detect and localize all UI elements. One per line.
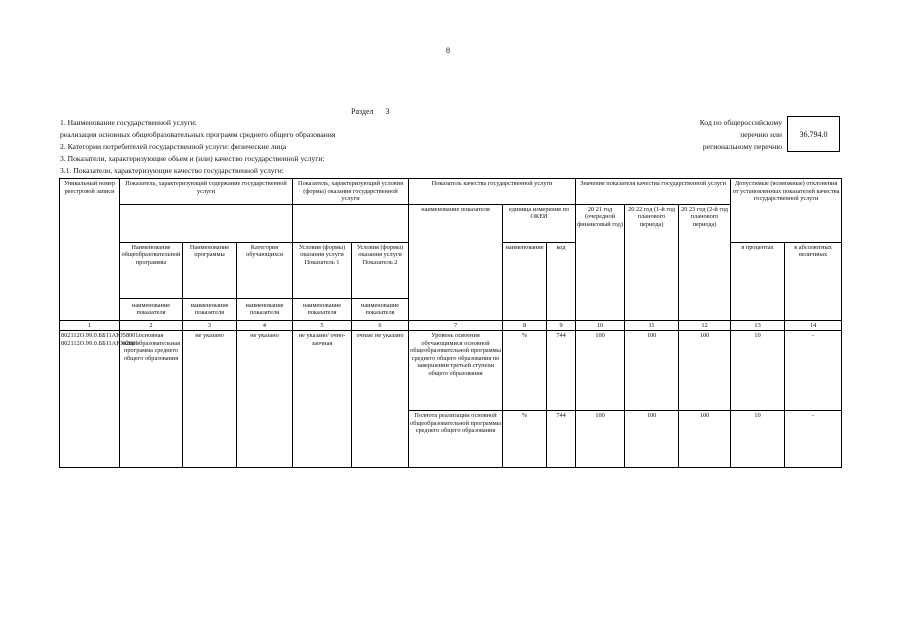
- quality-1-deviation-percent: 10: [731, 331, 785, 411]
- quality-1-name: Уровень освоения обучающимися основной общеобразовательной программы среднего общего образования по завершении третьей ступени общего образования: [409, 331, 503, 411]
- header-category: Категория обучающихся: [237, 242, 293, 298]
- column-number: 11: [625, 320, 679, 331]
- condition-2-value: очная/ не указано: [352, 331, 409, 468]
- condition-1-value: не указано/ очно-заочная: [293, 331, 352, 468]
- header-year-1: 20 21 год (очередной финансовый год): [576, 204, 625, 320]
- column-number: 9: [547, 320, 576, 331]
- indicator-name-2: наименование показателя: [183, 298, 237, 320]
- header-unit-name: наименование: [503, 242, 547, 320]
- category-value: не указано: [237, 331, 293, 468]
- header-condition-1: Условия (формы) оказания услуги Показатель 1: [293, 242, 352, 298]
- indicators-heading: 3. Показатели, характеризующие объем и (или) качество государственной услуги:: [60, 154, 325, 163]
- quality-2-name: Полнота реализации основной общеобразовательной программы среднего общего образования: [409, 411, 503, 468]
- quality-1-year-1: 100: [576, 331, 625, 411]
- registry-number: 802112О.99.0.ББ11АЮ58001/ 802112О.99.0.ББ11АЮ62001: [60, 331, 120, 468]
- column-number: 6: [352, 320, 409, 331]
- quality-2-year-3: 100: [679, 411, 731, 468]
- indicator-name-5: наименование показателя: [352, 298, 409, 320]
- indicator-name-3: наименование показателя: [237, 298, 293, 320]
- program-value: основная общеобразовательная программа среднего общего образования: [120, 331, 183, 468]
- header-content-indicator: Показатель, характеризующий содержание государственной услуги: [120, 179, 293, 205]
- column-number: 10: [576, 320, 625, 331]
- header-program: Наименование общеобразовательной программы: [120, 242, 183, 298]
- quality-1-year-3: 100: [679, 331, 731, 411]
- header-quality-value: Значение показателя качества государственной услуги: [576, 179, 731, 205]
- header-quality-indicator: Показатель качества государственной услуги: [409, 179, 576, 205]
- column-number: 2: [120, 320, 183, 331]
- page-number: 8: [446, 46, 450, 55]
- quality-indicators-heading: 3.1. Показатели, характеризующие качество государственной услуги:: [60, 166, 284, 175]
- quality-2-unit: %: [503, 411, 547, 468]
- code-label-1: Код по общероссийскому: [699, 118, 782, 127]
- column-number: 14: [785, 320, 842, 331]
- quality-2-deviation-absolute: -: [785, 411, 842, 468]
- column-number: 3: [183, 320, 237, 331]
- header-quality-name: наименование показателя: [409, 204, 503, 320]
- section-label: Раздел: [351, 107, 374, 116]
- quality-indicators-table: [59, 178, 842, 468]
- code-label-3: региональному перечню: [702, 142, 782, 151]
- header-condition-2: Условия (формы) оказания услуги Показатель 2: [352, 242, 409, 298]
- quality-2-code: 744: [547, 411, 576, 468]
- indicator-name-4: наименование показателя: [293, 298, 352, 320]
- header-unique-number: Уникальный номер реестровой записи: [60, 179, 120, 321]
- service-name-label: 1. Наименование государственной услуги:: [60, 118, 197, 127]
- quality-2-year-1: 100: [576, 411, 625, 468]
- quality-2-year-2: 100: [625, 411, 679, 468]
- header-conditions-indicator: Показатель, характеризующий условия (формы) оказания государственной услуги: [293, 179, 409, 205]
- program-name-value: не указано: [183, 331, 237, 468]
- column-number: 5: [293, 320, 352, 331]
- quality-1-deviation-absolute: -: [785, 331, 842, 411]
- header-program-name: Наименование программы: [183, 242, 237, 298]
- code-value-box: 36.794.0: [787, 116, 840, 152]
- header-conditions-spacer: [293, 204, 409, 242]
- column-number: 4: [237, 320, 293, 331]
- section-heading: [351, 107, 390, 116]
- header-deviation-absolute: в абсолютных величинах: [785, 242, 842, 320]
- consumer-category: 2. Категории потребителей государственной услуги: физические лица: [60, 142, 287, 151]
- header-content-spacer: [120, 204, 293, 242]
- code-label-2: перечню или: [740, 130, 782, 139]
- service-name: реализация основных общеобразовательных программ среднего общего образования: [60, 130, 336, 139]
- section-number: 3: [385, 107, 390, 116]
- column-number: 13: [731, 320, 785, 331]
- header-unit: единица измерения по ОКЕИ: [503, 204, 576, 242]
- quality-1-year-2: 100: [625, 331, 679, 411]
- header-year-3: 20 23 год (2-й год планового периода): [679, 204, 731, 320]
- indicator-name-1: наименование показателя: [120, 298, 183, 320]
- column-number: 12: [679, 320, 731, 331]
- column-number: 7: [409, 320, 503, 331]
- header-year-2: 20 22 год (1-й год планового периода): [625, 204, 679, 320]
- column-number: 1: [60, 320, 120, 331]
- quality-1-unit: %: [503, 331, 547, 411]
- header-deviation: Допустимые (возможные) отклонения от установленных показателей качества государственной услуги: [731, 179, 842, 243]
- header-unit-code: код: [547, 242, 576, 320]
- quality-1-code: 744: [547, 331, 576, 411]
- quality-2-deviation-percent: 10: [731, 411, 785, 468]
- column-number: 8: [503, 320, 547, 331]
- header-deviation-percent: в процентах: [731, 242, 785, 320]
